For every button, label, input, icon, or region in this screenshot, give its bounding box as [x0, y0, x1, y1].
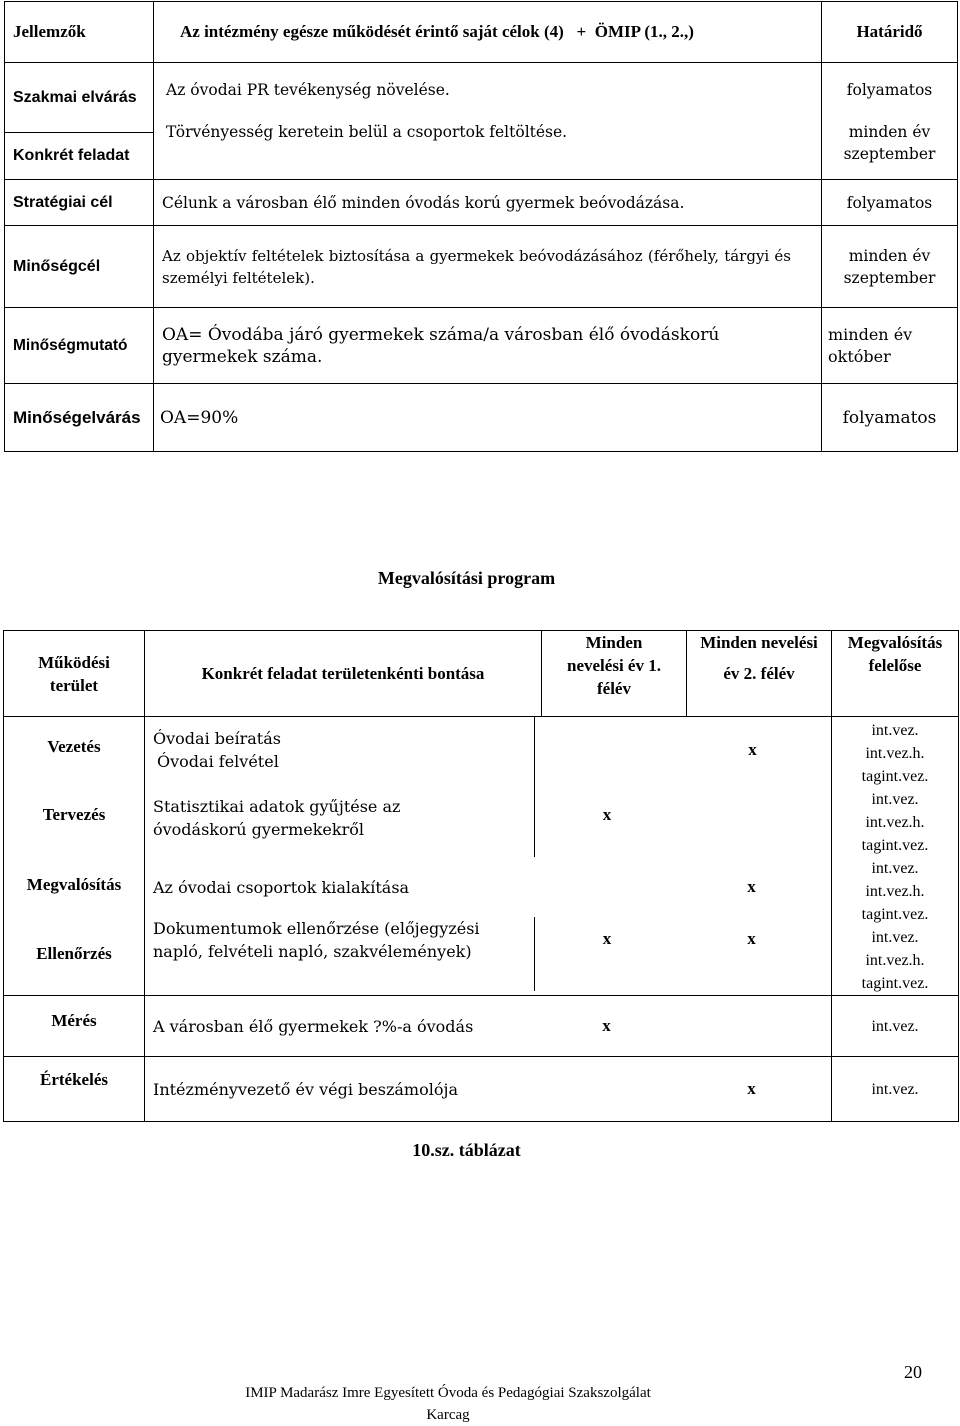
task-csoportok: Az óvodai csoportok kialakítása	[153, 877, 410, 897]
deadline-pr: folyamatos	[846, 81, 933, 99]
goals-row-group	[5, 63, 958, 180]
deadline-minosegmutato	[822, 308, 958, 384]
label-szakmai-elvaras: Szakmai elvárás	[5, 63, 153, 133]
cell-beiratas-sem1	[534, 717, 680, 793]
task-statisztika-text: Statisztikai adatok gyűjtése az óvodáskorú gyermekekről	[153, 797, 401, 839]
resp-3-a: int.vez.	[871, 860, 919, 877]
goals-row-minosegcel	[5, 226, 958, 308]
task-row-beiratas	[145, 717, 831, 793]
footer-line-1: IMIP Madarász Imre Egyesített Óvoda és Pedagógiai Szakszolgálat	[245, 1385, 651, 1401]
deadline-minosegelvaras: folyamatos	[822, 384, 958, 452]
task-beiratas-group	[145, 717, 534, 793]
deadline-minosegmutato-text: minden év október	[828, 324, 913, 366]
resp-group-3	[832, 857, 958, 926]
task-dokumentumok	[145, 917, 534, 991]
task-row-statisztika	[145, 793, 831, 857]
program-main-block	[4, 717, 959, 996]
text-strategiai: Célunk a városban élő minden óvodás korú gyermek beóvodázása.	[154, 180, 822, 226]
header-felev-2-line1: Minden nevelési	[700, 633, 818, 652]
task-felvetel: Óvodai felvétel	[157, 752, 279, 771]
header-felev-2-line2: év 2. félév	[723, 664, 795, 683]
task-ertekeles-cell	[145, 1057, 832, 1122]
program-title: Megvalósítási program	[377, 568, 556, 588]
task-dokumentumok-text: Dokumentumok ellenőrzése (előjegyzési napló, felvételi napló, szakvélemények)	[153, 919, 480, 961]
page-footer	[0, 1382, 896, 1426]
area-vezetes: Vezetés	[47, 737, 101, 756]
header-felelos: Megvalósítás felelőse	[832, 631, 959, 717]
header-konkret-feladat: Konkrét feladat területenkénti bontása	[145, 631, 542, 717]
resp-1-b: int.vez.h.	[865, 745, 925, 762]
text-minosegcel: Az objektív feltételek biztosítása a gyermekek beóvodázásához (férőhely, tárgyi és személyi feltételek).	[154, 226, 822, 308]
resp-stack	[832, 717, 959, 996]
area-ertekeles: Értékelés	[4, 1057, 145, 1122]
header-mukodesi-terulet-text: Működési terület	[38, 652, 110, 695]
text-stack	[154, 63, 822, 180]
task-statisztika	[145, 793, 534, 857]
resp-1-a: int.vez.	[871, 722, 919, 739]
resp-meres: int.vez.	[832, 996, 959, 1057]
goals-row-strategiai	[5, 180, 958, 226]
header-felev-1: Minden nevelési év 1. félév	[542, 631, 687, 717]
label-minosegelvaras	[5, 384, 154, 452]
mark-ertekeles-sem2: x	[747, 1079, 756, 1098]
task-row-ertekeles	[145, 1057, 831, 1121]
deadline-stack	[822, 63, 958, 180]
mark-statisztika-sem1: x	[534, 793, 679, 857]
text-minosegelvaras: OA=90%	[154, 384, 822, 452]
mark-meres-sem1: x	[602, 1016, 611, 1035]
goals-row-minosegelvaras	[5, 384, 958, 452]
area-ellenorzes: Ellenőrzés	[36, 944, 112, 963]
resp-2-a: int.vez.	[871, 791, 919, 808]
task-row-dokumentumok	[145, 917, 831, 991]
text-torvenyesseg: Törvényesség keretein belül a csoportok feltöltése.	[166, 123, 568, 141]
area-tervezes: Tervezés	[42, 805, 106, 824]
resp-2-b: int.vez.h.	[865, 814, 925, 831]
mark-csoportok-sem2: x	[747, 877, 756, 896]
footer-line-2: Karcag	[426, 1407, 470, 1423]
task-block	[145, 717, 832, 996]
deadline-torvenyesseg: minden év szeptember	[843, 123, 936, 163]
task-beszamolo: Intézményvezető év végi beszámolója	[153, 1079, 458, 1099]
header-celok: Az intézmény egésze működését érintő saját célok (4) + ÖMIP (1., 2.,)	[154, 2, 822, 63]
task-beiratas: Óvodai beíratás	[153, 729, 281, 748]
area-megvalositas: Megvalósítás	[26, 875, 122, 894]
header-felev-2	[687, 631, 832, 717]
cell-statisztika-sem2	[679, 793, 824, 857]
table-caption: 10.sz. táblázat	[412, 1140, 521, 1160]
deadline-strategiai: folyamatos	[822, 180, 958, 226]
resp-group-1	[832, 717, 958, 788]
label-stack	[5, 63, 154, 180]
area-meres: Mérés	[4, 996, 145, 1057]
label-minosegelvaras-text: Minőségelvárás	[13, 407, 141, 427]
header-hatarido: Határidő	[822, 2, 958, 63]
deadline-minosegcel: minden év szeptember	[822, 226, 958, 308]
resp-ertekeles: int.vez.	[832, 1057, 959, 1122]
resp-1-c: tagint.vez.	[861, 768, 929, 785]
label-konkret-feladat: Konkrét feladat	[13, 147, 130, 164]
resp-3-c: tagint.vez.	[861, 906, 929, 923]
task-meres-cell	[145, 996, 832, 1057]
program-row-ertekeles	[4, 1057, 959, 1122]
goals-table	[4, 1, 958, 452]
task-varosban: A városban élő gyermekek ?%-a óvodás	[153, 1016, 474, 1036]
task-row-meres	[145, 996, 831, 1056]
goals-table-header	[5, 2, 958, 63]
label-minosegmutato: Minőségmutató	[5, 308, 154, 384]
resp-2-c: tagint.vez.	[861, 837, 929, 854]
program-header	[4, 631, 959, 717]
resp-4-a: int.vez.	[871, 929, 919, 946]
text-pr: Az óvodai PR tevékenység növelése.	[166, 81, 450, 99]
goals-row-minosegmutato	[5, 308, 958, 384]
header-jellemzok: Jellemzők	[5, 2, 154, 63]
page-number: 20	[904, 1362, 922, 1382]
resp-group-2	[832, 788, 958, 857]
mark-beiratas-sem2: x	[748, 740, 757, 759]
program-table	[3, 630, 959, 1122]
program-row-meres	[4, 996, 959, 1057]
area-stack	[4, 717, 145, 996]
resp-4-b: int.vez.h.	[865, 952, 925, 969]
resp-4-c: tagint.vez.	[861, 975, 929, 992]
task-row-csoportok	[145, 857, 831, 917]
resp-3-b: int.vez.h.	[865, 883, 925, 900]
label-strategiai-cel: Stratégiai cél	[5, 180, 154, 226]
mark-dokumentumok-sem1: x	[534, 917, 679, 991]
header-mukodesi-terulet	[4, 631, 145, 717]
resp-group-4	[832, 926, 958, 995]
label-minosegcel: Minőségcél	[5, 226, 154, 308]
text-minosegmutato: OA= Óvodába járó gyermekek száma/a városban élő óvodáskorú gyermekek száma.	[154, 308, 822, 384]
mark-dokumentumok-sem2: x	[747, 929, 756, 948]
